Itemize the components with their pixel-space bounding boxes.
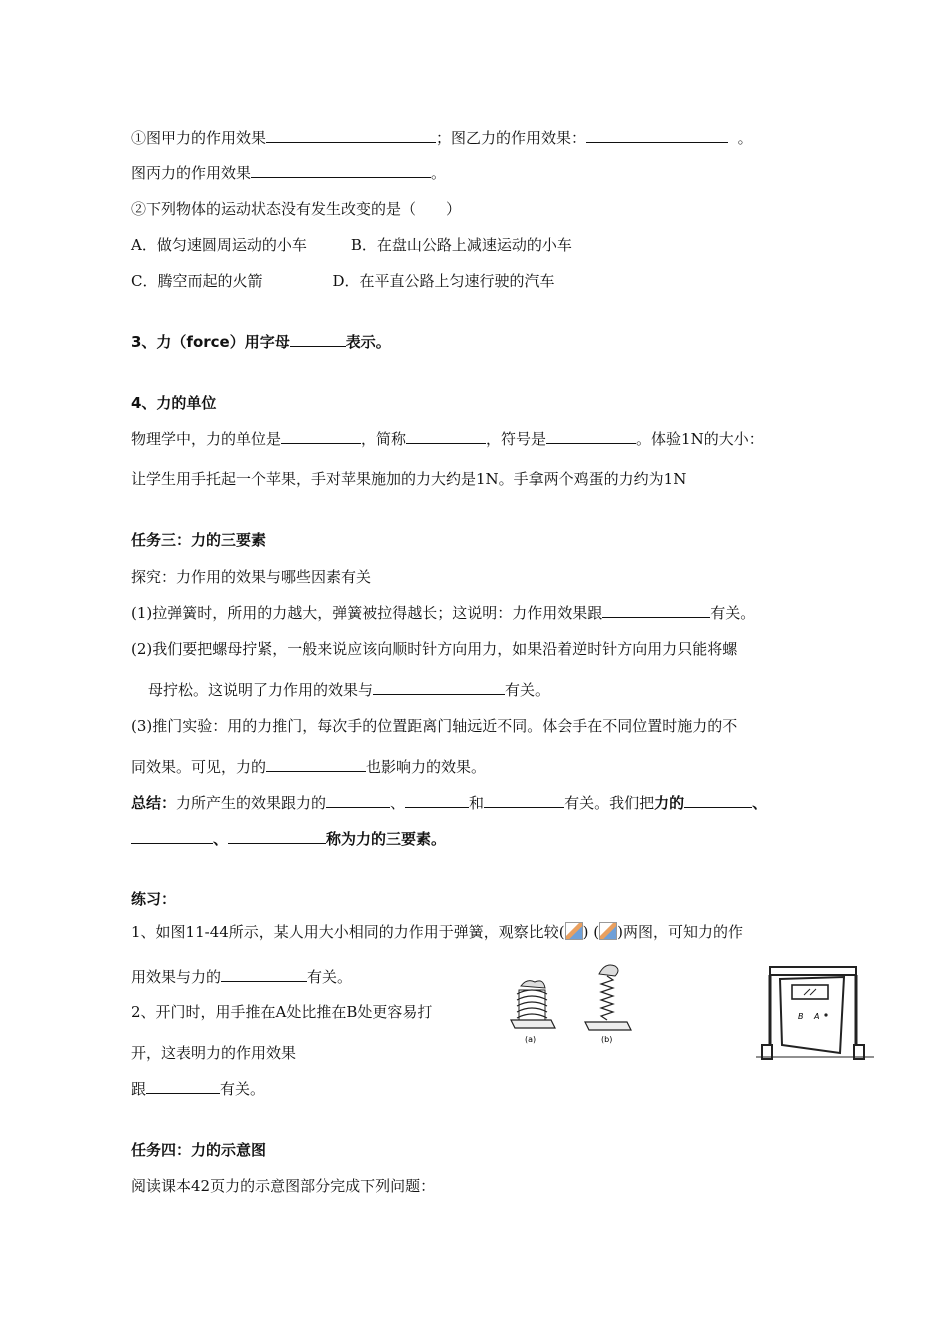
practice-heading: 练习： — [131, 890, 177, 908]
spring-compressed-figure — [511, 981, 555, 1044]
text: 物理学中，力的单位是 — [131, 430, 282, 448]
text: 图丙力的作用效果 — [131, 164, 252, 182]
practice2-line2: 开，这表明力的作用效果 — [131, 1044, 297, 1062]
text: 。 — [737, 129, 753, 147]
text: (1)拉弹簧时，所用的力越大，弹簧被拉得越长；这说明：力作用效果跟 — [131, 604, 603, 622]
answer-blank[interactable] — [251, 163, 431, 178]
spring-figures — [505, 960, 645, 1046]
text: 和 — [469, 794, 485, 812]
answer-blank[interactable] — [326, 793, 390, 808]
answer-blank[interactable] — [484, 793, 564, 808]
answer-blank[interactable] — [406, 429, 486, 444]
text: 、 — [213, 830, 229, 848]
text: 有关。 — [505, 681, 551, 699]
text: 、 — [752, 794, 768, 812]
text: 有关。 — [307, 968, 353, 986]
task3-item2-line1: (2)我们要把螺母拧紧，一般来说应该向顺时针方向用力，如果沿着逆时针方向用力只能将螺 — [131, 640, 738, 658]
answer-blank[interactable] — [281, 429, 361, 444]
task3-intro: 探究：力作用的效果与哪些因素有关 — [131, 568, 372, 586]
answer-blank[interactable] — [373, 680, 505, 695]
answer-blank[interactable] — [131, 829, 213, 844]
text: 。 — [431, 164, 447, 182]
text: )两图，可知力的作 — [617, 923, 743, 941]
option-a[interactable]: A．做匀速圆周运动的小车 — [131, 236, 307, 254]
answer-blank[interactable] — [684, 793, 752, 808]
summary-label: 总结： — [131, 794, 177, 812]
text: 有关。 — [220, 1080, 266, 1098]
options-row-cd — [131, 271, 555, 291]
text: 1、如图11-44所示，某人用大小相同的力作用于弹簧，观察比较( — [131, 923, 565, 941]
practice1-line2 — [131, 967, 352, 987]
broken-image-icon — [599, 922, 617, 940]
text: ；图乙力的作用效果： — [436, 129, 587, 147]
text: ) ( — [582, 923, 600, 941]
section4-line2: 让学生用手托起一个苹果，手对苹果施加的力大约是1N。手拿两个鸡蛋的力约为1N — [131, 470, 687, 488]
figure-a-label: (a) — [525, 1035, 537, 1044]
door-label-b: B — [798, 1012, 804, 1021]
text: 表示。 — [345, 333, 391, 351]
text: 3、力（force）用字母 — [131, 333, 290, 351]
door-label-a: A — [814, 1012, 820, 1021]
answer-blank[interactable] — [405, 793, 469, 808]
door-figure — [756, 965, 874, 1061]
door-handle — [824, 1013, 827, 1016]
option-c[interactable]: C．腾空而起的火箭 — [131, 272, 263, 290]
text: 跟 — [131, 1080, 147, 1098]
figure-b-label: (b) — [601, 1035, 613, 1044]
practice1-line1 — [131, 922, 743, 942]
answer-blank[interactable] — [546, 429, 636, 444]
answer-blank[interactable] — [221, 967, 307, 982]
spring-stretched-figure — [585, 965, 631, 1044]
text: 、 — [390, 794, 406, 812]
task3-item1 — [131, 603, 755, 623]
section3-line — [131, 332, 391, 352]
text: 有关。 — [710, 604, 756, 622]
question-effects-line1 — [131, 128, 753, 148]
text: ，符号是 — [486, 430, 547, 448]
answer-blank[interactable] — [602, 603, 710, 618]
answer-blank[interactable] — [266, 757, 366, 772]
text: 同效果。可见，力的 — [131, 758, 267, 776]
section4-line1 — [131, 429, 764, 449]
broken-image-icon — [565, 922, 583, 940]
text: 母拧松。这说明了力作用的效果与 — [148, 681, 374, 699]
options-row-ab — [131, 235, 572, 255]
task3-item2-line2 — [148, 680, 550, 700]
text: ①图甲力的作用效果 — [131, 129, 267, 147]
text: 有关。我们把 — [564, 794, 655, 812]
question-motion-stem: ②下列物体的运动状态没有发生改变的是（ ） — [131, 200, 462, 218]
option-b[interactable]: B．在盘山公路上减速运动的小车 — [350, 236, 572, 254]
task4-heading: 任务四：力的示意图 — [131, 1141, 267, 1159]
text: 用效果与力的 — [131, 968, 222, 986]
task3-summary-line2 — [131, 829, 446, 849]
answer-blank[interactable] — [290, 332, 346, 347]
question-effects-line2 — [131, 163, 446, 183]
answer-blank[interactable] — [228, 829, 326, 844]
task4-intro: 阅读课本42页力的示意图部分完成下列问题： — [131, 1177, 436, 1195]
text: 也影响力的效果。 — [366, 758, 487, 776]
text: 力所产生的效果跟力的 — [176, 794, 327, 812]
task3-summary-line1 — [131, 793, 767, 813]
practice2-line3 — [131, 1079, 265, 1099]
answer-blank[interactable] — [586, 128, 728, 143]
task3-item3-line1: (3)推门实验：用的力推门，每次手的位置距离门轴远近不同。体会手在不同位置时施力的不 — [131, 717, 738, 735]
task3-item3-line2 — [131, 757, 486, 777]
answer-blank[interactable] — [266, 128, 436, 143]
task3-heading: 任务三：力的三要素 — [131, 531, 267, 549]
answer-blank[interactable] — [146, 1079, 220, 1094]
text: 。体验1N的大小： — [636, 430, 764, 448]
option-d[interactable]: D．在平直公路上匀速行驶的汽车 — [332, 272, 555, 290]
text: 力的 — [654, 794, 685, 812]
text: 称为力的三要素。 — [326, 830, 447, 848]
practice2-line1: 2、开门时，用手推在A处比推在B处更容易打 — [131, 1003, 433, 1021]
text: ，简称 — [361, 430, 407, 448]
section4-heading: 4、力的单位 — [131, 394, 217, 412]
